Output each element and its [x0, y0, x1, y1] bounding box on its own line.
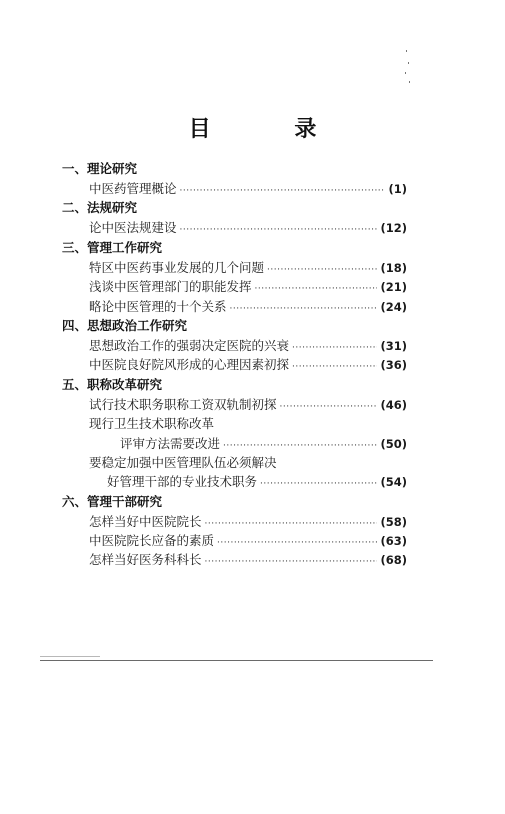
entry-title: 浅谈中医管理部门的职能发挥: [89, 279, 252, 295]
entry-title: 怎样当好中医院院长: [89, 513, 202, 529]
scan-mark: [40, 656, 100, 657]
toc-entry: [62, 336, 407, 355]
dot-leader: [205, 515, 378, 534]
toc-section-3: [62, 238, 407, 316]
table-of-contents: [62, 159, 407, 570]
toc-entry: [62, 277, 407, 296]
entry-page: (54): [380, 475, 407, 490]
toc-entry: [62, 179, 407, 198]
toc-section-5: [62, 375, 407, 492]
entry-page: (31): [380, 338, 407, 353]
section-heading: 一、理论研究: [62, 161, 138, 176]
entry-page: (18): [380, 260, 407, 275]
dot-leader: [230, 300, 378, 319]
section-heading: 六、管理干部研究: [62, 493, 163, 509]
dot-leader: [180, 182, 386, 201]
dot-leader: [267, 261, 377, 280]
entry-page: (24): [380, 299, 407, 314]
entry-page: (21): [380, 280, 407, 295]
scan-specks: [402, 48, 412, 88]
toc-entry: [62, 531, 407, 550]
dot-leader: [255, 280, 378, 299]
dot-leader: [280, 398, 378, 417]
entry-page: (36): [380, 358, 407, 373]
entry-page: (50): [380, 436, 407, 451]
section-heading: 三、管理工作研究: [62, 239, 163, 255]
bottom-rule: [40, 660, 433, 661]
dot-leader: [180, 221, 378, 240]
toc-entry: [62, 472, 407, 491]
toc-entry: [62, 395, 407, 414]
section-heading: 四、思想政治工作研究: [62, 317, 188, 333]
section-heading: 五、职称改革研究: [62, 376, 163, 392]
entry-page: (1): [388, 182, 407, 196]
entry-page: (46): [380, 397, 407, 412]
toc-section-1: [62, 159, 407, 198]
entry-page: (58): [380, 514, 407, 529]
toc-section-6: [62, 492, 407, 570]
entry-title: 试行技术职务职称工资双轨制初探: [89, 396, 277, 412]
entry-title: 中医院良好院风形成的心理因素初探: [89, 357, 290, 373]
toc-section-2: [62, 198, 407, 237]
toc-entry: [62, 218, 407, 237]
toc-entry: [62, 297, 407, 316]
dot-leader: [260, 475, 377, 494]
section-heading: 二、法规研究: [62, 200, 138, 216]
dot-leader: [292, 339, 377, 358]
entry-title: 思想政治工作的强弱决定医院的兴衰: [89, 337, 290, 353]
entry-page: (12): [380, 221, 407, 236]
toc-entry: [62, 355, 407, 374]
entry-title: 评审方法需要改进: [120, 435, 221, 451]
entry-page: (68): [380, 553, 407, 568]
dot-leader: [217, 534, 377, 553]
toc-entry: [62, 512, 407, 531]
entry-title: 好管理干部的专业技术职务: [107, 474, 258, 490]
entry-page: (63): [380, 534, 407, 549]
entry-title: 特区中医药事业发展的几个问题: [89, 259, 265, 275]
page-title: 目 录: [188, 117, 355, 142]
dot-leader: [292, 358, 377, 377]
entry-title: 怎样当好医务科科长: [89, 552, 202, 568]
toc-entry: [62, 258, 407, 277]
entry-title-line1: 要稳定加强中医管理队伍必须解决: [89, 454, 277, 470]
dot-leader: [205, 553, 378, 572]
toc-entry: [62, 434, 407, 453]
entry-title-line1: 现行卫生技术职称改革: [89, 416, 215, 432]
entry-title: 中医院院长应备的素质: [89, 533, 215, 549]
toc-section-4: [62, 316, 407, 375]
entry-title: 略论中医管理的十个关系: [89, 298, 227, 314]
toc-entry: [62, 550, 407, 569]
entry-title: 中医药管理概论: [89, 181, 177, 196]
entry-title: 论中医法规建设: [89, 220, 177, 236]
